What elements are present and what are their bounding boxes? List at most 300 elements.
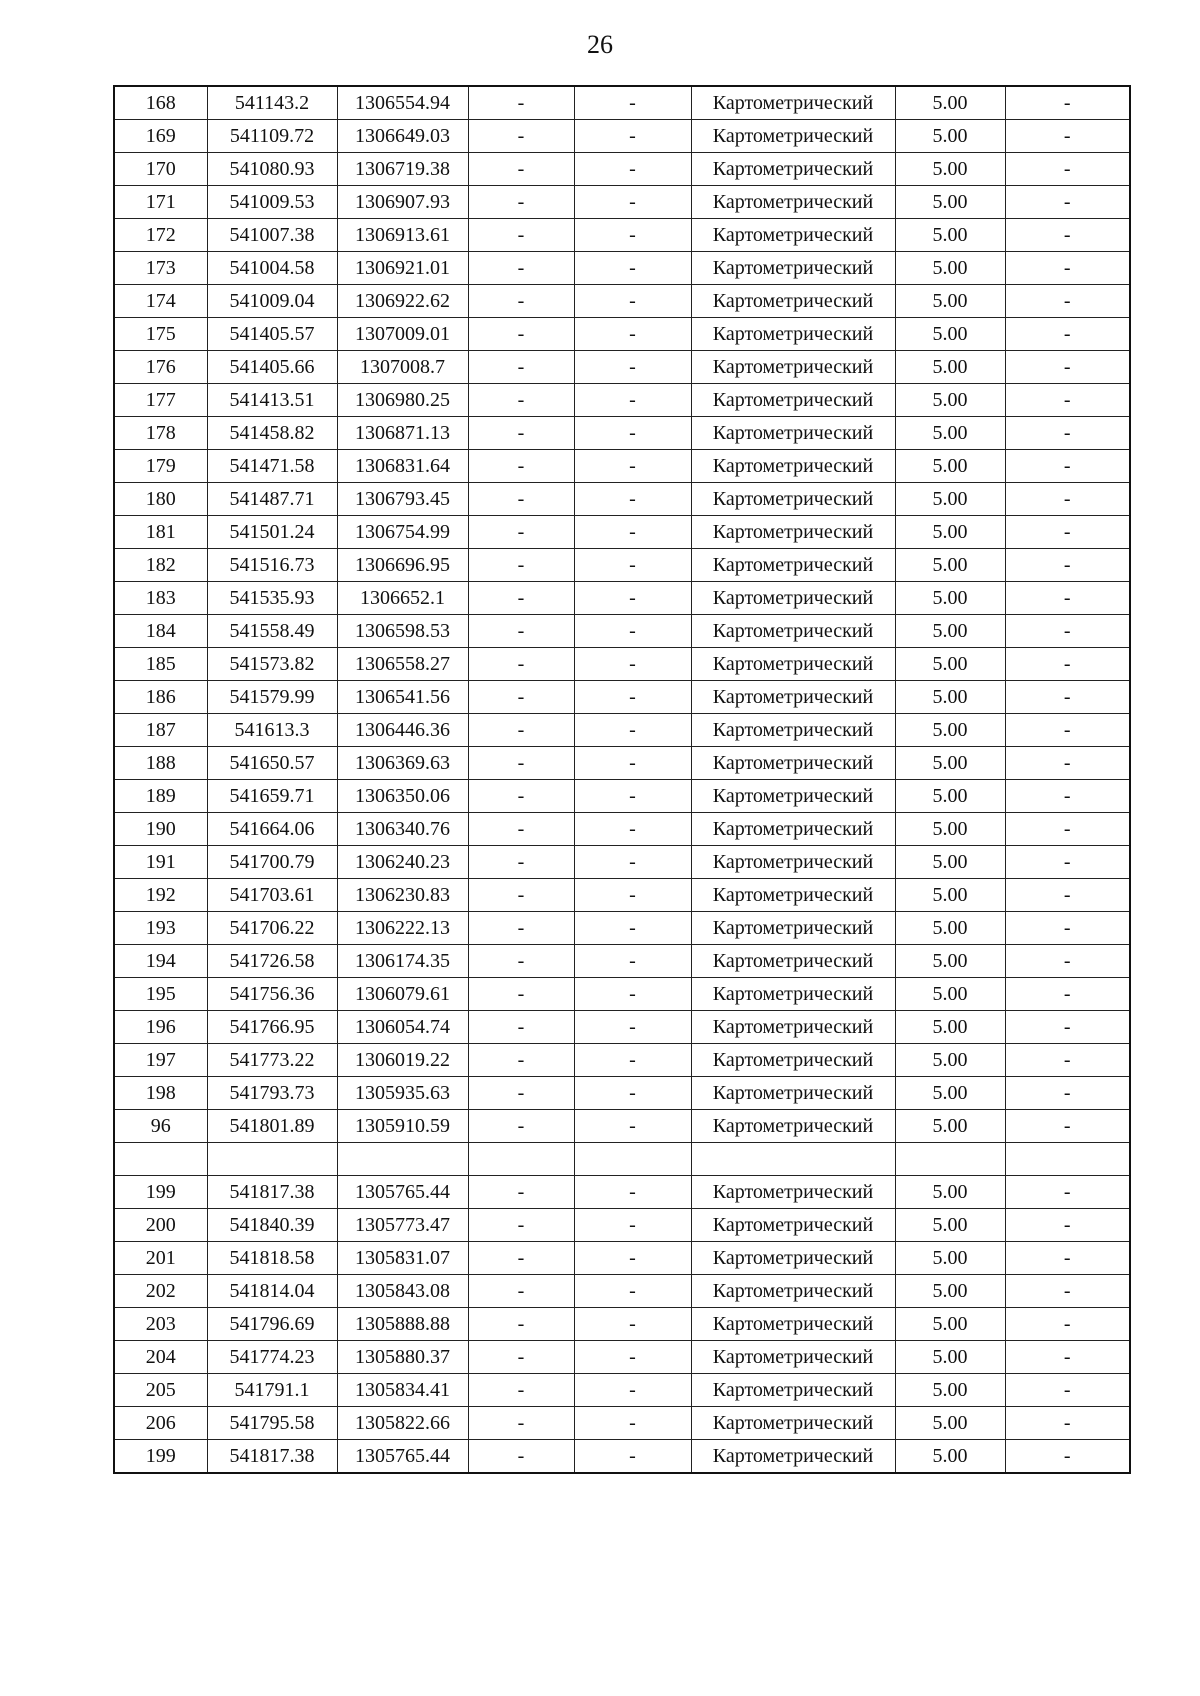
y-coordinate-cell: 1306652.1	[337, 582, 468, 615]
y-coordinate-cell: 1305765.44	[337, 1440, 468, 1474]
dash-cell-a: -	[468, 582, 574, 615]
dash-cell-b: -	[574, 714, 691, 747]
dash-cell-a: -	[468, 252, 574, 285]
y-coordinate-cell: 1306913.61	[337, 219, 468, 252]
dash-cell-a: -	[468, 483, 574, 516]
dash-cell-b: -	[574, 450, 691, 483]
table-row	[114, 780, 1130, 813]
point-number-cell: 168	[114, 86, 207, 120]
method-cell: Картометрический	[691, 1077, 895, 1110]
method-cell: Картометрический	[691, 186, 895, 219]
note-cell: -	[1005, 186, 1130, 219]
y-coordinate-cell: 1306980.25	[337, 384, 468, 417]
note-cell: -	[1005, 1011, 1130, 1044]
note-cell: -	[1005, 252, 1130, 285]
x-coordinate-cell: 541706.22	[207, 912, 337, 945]
dash-cell-b: -	[574, 1275, 691, 1308]
table-row	[114, 1143, 1130, 1176]
note-cell: -	[1005, 417, 1130, 450]
coordinates-table	[113, 85, 1131, 1474]
dash-cell-b: -	[574, 978, 691, 1011]
point-number-cell: 177	[114, 384, 207, 417]
accuracy-cell: 5.00	[895, 879, 1005, 912]
x-coordinate-cell: 541726.58	[207, 945, 337, 978]
method-cell: Картометрический	[691, 285, 895, 318]
table-row	[114, 879, 1130, 912]
dash-cell-a: -	[468, 1374, 574, 1407]
x-coordinate-cell: 541795.58	[207, 1407, 337, 1440]
note-cell: -	[1005, 1308, 1130, 1341]
x-coordinate-cell: 541004.58	[207, 252, 337, 285]
accuracy-cell: 5.00	[895, 351, 1005, 384]
note-cell: -	[1005, 483, 1130, 516]
note-cell: -	[1005, 1341, 1130, 1374]
method-cell: Картометрический	[691, 120, 895, 153]
method-cell: Картометрический	[691, 747, 895, 780]
x-coordinate-cell: 541756.36	[207, 978, 337, 1011]
accuracy-cell: 5.00	[895, 681, 1005, 714]
dash-cell-a: -	[468, 417, 574, 450]
point-number-cell: 204	[114, 1341, 207, 1374]
y-coordinate-cell: 1306871.13	[337, 417, 468, 450]
point-number-cell: 187	[114, 714, 207, 747]
dash-cell-a: -	[468, 1176, 574, 1209]
point-number-cell: 178	[114, 417, 207, 450]
y-coordinate-cell: 1305910.59	[337, 1110, 468, 1143]
table-row	[114, 1077, 1130, 1110]
table-row	[114, 648, 1130, 681]
dash-cell-a: -	[468, 153, 574, 186]
x-coordinate-cell: 541516.73	[207, 549, 337, 582]
dash-cell-b: -	[574, 1209, 691, 1242]
table-row	[114, 252, 1130, 285]
accuracy-cell: 5.00	[895, 483, 1005, 516]
x-coordinate-cell: 541613.3	[207, 714, 337, 747]
x-coordinate-cell: 541818.58	[207, 1242, 337, 1275]
accuracy-cell: 5.00	[895, 1440, 1005, 1474]
dash-cell-b: -	[574, 1407, 691, 1440]
note-cell: -	[1005, 1044, 1130, 1077]
table-row	[114, 846, 1130, 879]
table-row	[114, 1440, 1130, 1474]
x-coordinate-cell: 541143.2	[207, 86, 337, 120]
table-row	[114, 1341, 1130, 1374]
dash-cell-b: -	[574, 747, 691, 780]
point-number-cell: 181	[114, 516, 207, 549]
accuracy-cell: 5.00	[895, 516, 1005, 549]
method-cell: Картометрический	[691, 1044, 895, 1077]
dash-cell-a	[468, 1143, 574, 1176]
accuracy-cell: 5.00	[895, 153, 1005, 186]
x-coordinate-cell: 541007.38	[207, 219, 337, 252]
y-coordinate-cell: 1305880.37	[337, 1341, 468, 1374]
dash-cell-a: -	[468, 1308, 574, 1341]
dash-cell-a: -	[468, 1209, 574, 1242]
dash-cell-a: -	[468, 120, 574, 153]
dash-cell-b: -	[574, 549, 691, 582]
dash-cell-b: -	[574, 1077, 691, 1110]
method-cell: Картометрический	[691, 648, 895, 681]
note-cell: -	[1005, 912, 1130, 945]
accuracy-cell: 5.00	[895, 384, 1005, 417]
note-cell: -	[1005, 813, 1130, 846]
dash-cell-b: -	[574, 351, 691, 384]
dash-cell-b: -	[574, 780, 691, 813]
y-coordinate-cell: 1306446.36	[337, 714, 468, 747]
dash-cell-a: -	[468, 1077, 574, 1110]
x-coordinate-cell: 541009.53	[207, 186, 337, 219]
dash-cell-a: -	[468, 1110, 574, 1143]
point-number-cell: 206	[114, 1407, 207, 1440]
y-coordinate-cell: 1306649.03	[337, 120, 468, 153]
y-coordinate-cell: 1306558.27	[337, 648, 468, 681]
accuracy-cell: 5.00	[895, 747, 1005, 780]
table-row	[114, 516, 1130, 549]
dash-cell-a: -	[468, 86, 574, 120]
point-number-cell: 172	[114, 219, 207, 252]
dash-cell-b: -	[574, 120, 691, 153]
method-cell: Картометрический	[691, 1308, 895, 1341]
dash-cell-b: -	[574, 86, 691, 120]
point-number-cell: 202	[114, 1275, 207, 1308]
x-coordinate-cell: 541659.71	[207, 780, 337, 813]
page-number: 26	[587, 30, 613, 59]
table-row	[114, 1242, 1130, 1275]
point-number-cell: 188	[114, 747, 207, 780]
x-coordinate-cell: 541471.58	[207, 450, 337, 483]
method-cell: Картометрический	[691, 846, 895, 879]
dash-cell-b: -	[574, 681, 691, 714]
y-coordinate-cell	[337, 1143, 468, 1176]
point-number-cell: 194	[114, 945, 207, 978]
method-cell: Картометрический	[691, 681, 895, 714]
dash-cell-a: -	[468, 978, 574, 1011]
point-number-cell: 175	[114, 318, 207, 351]
x-coordinate-cell: 541664.06	[207, 813, 337, 846]
accuracy-cell: 5.00	[895, 252, 1005, 285]
accuracy-cell: 5.00	[895, 846, 1005, 879]
accuracy-cell: 5.00	[895, 813, 1005, 846]
method-cell: Картометрический	[691, 582, 895, 615]
dash-cell-b: -	[574, 615, 691, 648]
x-coordinate-cell: 541791.1	[207, 1374, 337, 1407]
dash-cell-b: -	[574, 417, 691, 450]
y-coordinate-cell: 1306541.56	[337, 681, 468, 714]
accuracy-cell: 5.00	[895, 582, 1005, 615]
table-row	[114, 1374, 1130, 1407]
y-coordinate-cell: 1305831.07	[337, 1242, 468, 1275]
table-row	[114, 351, 1130, 384]
dash-cell-a: -	[468, 351, 574, 384]
accuracy-cell: 5.00	[895, 549, 1005, 582]
note-cell: -	[1005, 714, 1130, 747]
x-coordinate-cell: 541413.51	[207, 384, 337, 417]
table-row	[114, 1011, 1130, 1044]
method-cell: Картометрический	[691, 1341, 895, 1374]
table-row	[114, 1308, 1130, 1341]
y-coordinate-cell: 1306369.63	[337, 747, 468, 780]
point-number-cell: 205	[114, 1374, 207, 1407]
dash-cell-a: -	[468, 714, 574, 747]
x-coordinate-cell: 541535.93	[207, 582, 337, 615]
method-cell: Картометрический	[691, 417, 895, 450]
dash-cell-a: -	[468, 186, 574, 219]
dash-cell-a: -	[468, 615, 574, 648]
x-coordinate-cell: 541650.57	[207, 747, 337, 780]
table-row	[114, 1275, 1130, 1308]
x-coordinate-cell: 541817.38	[207, 1176, 337, 1209]
table-row	[114, 813, 1130, 846]
dash-cell-b: -	[574, 285, 691, 318]
table-row	[114, 747, 1130, 780]
dash-cell-b: -	[574, 252, 691, 285]
table-row	[114, 483, 1130, 516]
dash-cell-a: -	[468, 318, 574, 351]
dash-cell-a: -	[468, 912, 574, 945]
y-coordinate-cell: 1306831.64	[337, 450, 468, 483]
x-coordinate-cell: 541793.73	[207, 1077, 337, 1110]
x-coordinate-cell: 541814.04	[207, 1275, 337, 1308]
table-row	[114, 714, 1130, 747]
note-cell: -	[1005, 945, 1130, 978]
dash-cell-b: -	[574, 516, 691, 549]
method-cell: Картометрический	[691, 813, 895, 846]
note-cell: -	[1005, 615, 1130, 648]
x-coordinate-cell: 541009.04	[207, 285, 337, 318]
note-cell: -	[1005, 318, 1130, 351]
accuracy-cell: 5.00	[895, 912, 1005, 945]
method-cell: Картометрический	[691, 86, 895, 120]
dash-cell-b: -	[574, 318, 691, 351]
point-number-cell: 182	[114, 549, 207, 582]
point-number-cell: 184	[114, 615, 207, 648]
x-coordinate-cell: 541109.72	[207, 120, 337, 153]
x-coordinate-cell: 541796.69	[207, 1308, 337, 1341]
method-cell: Картометрический	[691, 1011, 895, 1044]
x-coordinate-cell: 541700.79	[207, 846, 337, 879]
accuracy-cell	[895, 1143, 1005, 1176]
y-coordinate-cell: 1306174.35	[337, 945, 468, 978]
point-number-cell: 189	[114, 780, 207, 813]
y-coordinate-cell: 1306598.53	[337, 615, 468, 648]
method-cell: Картометрический	[691, 450, 895, 483]
accuracy-cell: 5.00	[895, 120, 1005, 153]
dash-cell-b: -	[574, 1044, 691, 1077]
table-row	[114, 186, 1130, 219]
method-cell: Картометрический	[691, 1176, 895, 1209]
point-number-cell: 190	[114, 813, 207, 846]
dash-cell-b: -	[574, 483, 691, 516]
accuracy-cell: 5.00	[895, 1242, 1005, 1275]
y-coordinate-cell: 1306754.99	[337, 516, 468, 549]
note-cell: -	[1005, 351, 1130, 384]
note-cell: -	[1005, 1374, 1130, 1407]
dash-cell-a: -	[468, 450, 574, 483]
method-cell: Картометрический	[691, 384, 895, 417]
x-coordinate-cell: 541579.99	[207, 681, 337, 714]
table-row	[114, 219, 1130, 252]
table-row	[114, 1407, 1130, 1440]
accuracy-cell: 5.00	[895, 780, 1005, 813]
accuracy-cell: 5.00	[895, 1341, 1005, 1374]
x-coordinate-cell: 541573.82	[207, 648, 337, 681]
accuracy-cell: 5.00	[895, 1308, 1005, 1341]
method-cell: Картометрический	[691, 1110, 895, 1143]
point-number-cell: 199	[114, 1440, 207, 1474]
method-cell: Картометрический	[691, 1242, 895, 1275]
x-coordinate-cell: 541458.82	[207, 417, 337, 450]
y-coordinate-cell: 1305935.63	[337, 1077, 468, 1110]
dash-cell-b	[574, 1143, 691, 1176]
accuracy-cell: 5.00	[895, 318, 1005, 351]
point-number-cell: 169	[114, 120, 207, 153]
note-cell: -	[1005, 1209, 1130, 1242]
table-row	[114, 1044, 1130, 1077]
note-cell: -	[1005, 747, 1130, 780]
table-row	[114, 582, 1130, 615]
point-number-cell: 170	[114, 153, 207, 186]
note-cell: -	[1005, 978, 1130, 1011]
y-coordinate-cell: 1306696.95	[337, 549, 468, 582]
method-cell: Картометрический	[691, 1209, 895, 1242]
dash-cell-a: -	[468, 516, 574, 549]
y-coordinate-cell: 1306079.61	[337, 978, 468, 1011]
table-row	[114, 384, 1130, 417]
dash-cell-a: -	[468, 747, 574, 780]
dash-cell-a: -	[468, 681, 574, 714]
method-cell: Картометрический	[691, 318, 895, 351]
dash-cell-b: -	[574, 1341, 691, 1374]
method-cell: Картометрический	[691, 714, 895, 747]
accuracy-cell: 5.00	[895, 1374, 1005, 1407]
accuracy-cell: 5.00	[895, 1176, 1005, 1209]
dash-cell-a: -	[468, 780, 574, 813]
x-coordinate-cell: 541703.61	[207, 879, 337, 912]
table-row	[114, 86, 1130, 120]
x-coordinate-cell: 541817.38	[207, 1440, 337, 1474]
y-coordinate-cell: 1306554.94	[337, 86, 468, 120]
note-cell: -	[1005, 879, 1130, 912]
point-number-cell: 180	[114, 483, 207, 516]
y-coordinate-cell: 1306240.23	[337, 846, 468, 879]
table-row	[114, 417, 1130, 450]
note-cell: -	[1005, 1440, 1130, 1474]
dash-cell-a: -	[468, 1275, 574, 1308]
point-number-cell: 171	[114, 186, 207, 219]
dash-cell-b: -	[574, 1176, 691, 1209]
dash-cell-b: -	[574, 1308, 691, 1341]
y-coordinate-cell: 1306019.22	[337, 1044, 468, 1077]
note-cell: -	[1005, 1110, 1130, 1143]
note-cell: -	[1005, 285, 1130, 318]
x-coordinate-cell: 541773.22	[207, 1044, 337, 1077]
accuracy-cell: 5.00	[895, 186, 1005, 219]
x-coordinate-cell: 541766.95	[207, 1011, 337, 1044]
accuracy-cell: 5.00	[895, 1077, 1005, 1110]
accuracy-cell: 5.00	[895, 945, 1005, 978]
point-number-cell: 185	[114, 648, 207, 681]
dash-cell-b: -	[574, 1242, 691, 1275]
coordinates-table-body	[114, 86, 1130, 1473]
dash-cell-a: -	[468, 549, 574, 582]
dash-cell-a: -	[468, 945, 574, 978]
point-number-cell: 201	[114, 1242, 207, 1275]
dash-cell-b: -	[574, 384, 691, 417]
x-coordinate-cell: 541558.49	[207, 615, 337, 648]
note-cell: -	[1005, 846, 1130, 879]
accuracy-cell: 5.00	[895, 450, 1005, 483]
accuracy-cell: 5.00	[895, 1407, 1005, 1440]
point-number-cell: 199	[114, 1176, 207, 1209]
y-coordinate-cell: 1306350.06	[337, 780, 468, 813]
dash-cell-a: -	[468, 813, 574, 846]
accuracy-cell: 5.00	[895, 417, 1005, 450]
dash-cell-a: -	[468, 1407, 574, 1440]
y-coordinate-cell: 1306222.13	[337, 912, 468, 945]
point-number-cell: 195	[114, 978, 207, 1011]
y-coordinate-cell: 1306921.01	[337, 252, 468, 285]
dash-cell-b: -	[574, 846, 691, 879]
accuracy-cell: 5.00	[895, 1044, 1005, 1077]
note-cell: -	[1005, 516, 1130, 549]
method-cell: Картометрический	[691, 516, 895, 549]
accuracy-cell: 5.00	[895, 285, 1005, 318]
note-cell: -	[1005, 1176, 1130, 1209]
dash-cell-b: -	[574, 1374, 691, 1407]
accuracy-cell: 5.00	[895, 615, 1005, 648]
accuracy-cell: 5.00	[895, 1011, 1005, 1044]
table-row	[114, 1176, 1130, 1209]
dash-cell-a: -	[468, 879, 574, 912]
y-coordinate-cell: 1306793.45	[337, 483, 468, 516]
point-number-cell: 200	[114, 1209, 207, 1242]
note-cell: -	[1005, 120, 1130, 153]
point-number-cell: 203	[114, 1308, 207, 1341]
table-row	[114, 1209, 1130, 1242]
method-cell: Картометрический	[691, 978, 895, 1011]
dash-cell-a: -	[468, 1341, 574, 1374]
point-number-cell: 183	[114, 582, 207, 615]
method-cell: Картометрический	[691, 153, 895, 186]
note-cell: -	[1005, 1275, 1130, 1308]
dash-cell-b: -	[574, 1110, 691, 1143]
point-number-cell: 197	[114, 1044, 207, 1077]
note-cell: -	[1005, 1242, 1130, 1275]
y-coordinate-cell: 1305843.08	[337, 1275, 468, 1308]
dash-cell-a: -	[468, 1044, 574, 1077]
y-coordinate-cell: 1306230.83	[337, 879, 468, 912]
point-number-cell: 96	[114, 1110, 207, 1143]
dash-cell-b: -	[574, 813, 691, 846]
accuracy-cell: 5.00	[895, 1275, 1005, 1308]
x-coordinate-cell: 541080.93	[207, 153, 337, 186]
table-row	[114, 549, 1130, 582]
note-cell: -	[1005, 549, 1130, 582]
method-cell: Картометрический	[691, 351, 895, 384]
note-cell: -	[1005, 219, 1130, 252]
method-cell: Картометрический	[691, 912, 895, 945]
x-coordinate-cell: 541501.24	[207, 516, 337, 549]
x-coordinate-cell	[207, 1143, 337, 1176]
point-number-cell: 198	[114, 1077, 207, 1110]
dash-cell-b: -	[574, 1011, 691, 1044]
point-number-cell: 193	[114, 912, 207, 945]
method-cell: Картометрический	[691, 1275, 895, 1308]
dash-cell-b: -	[574, 879, 691, 912]
note-cell: -	[1005, 450, 1130, 483]
method-cell: Картометрический	[691, 252, 895, 285]
method-cell: Картометрический	[691, 945, 895, 978]
